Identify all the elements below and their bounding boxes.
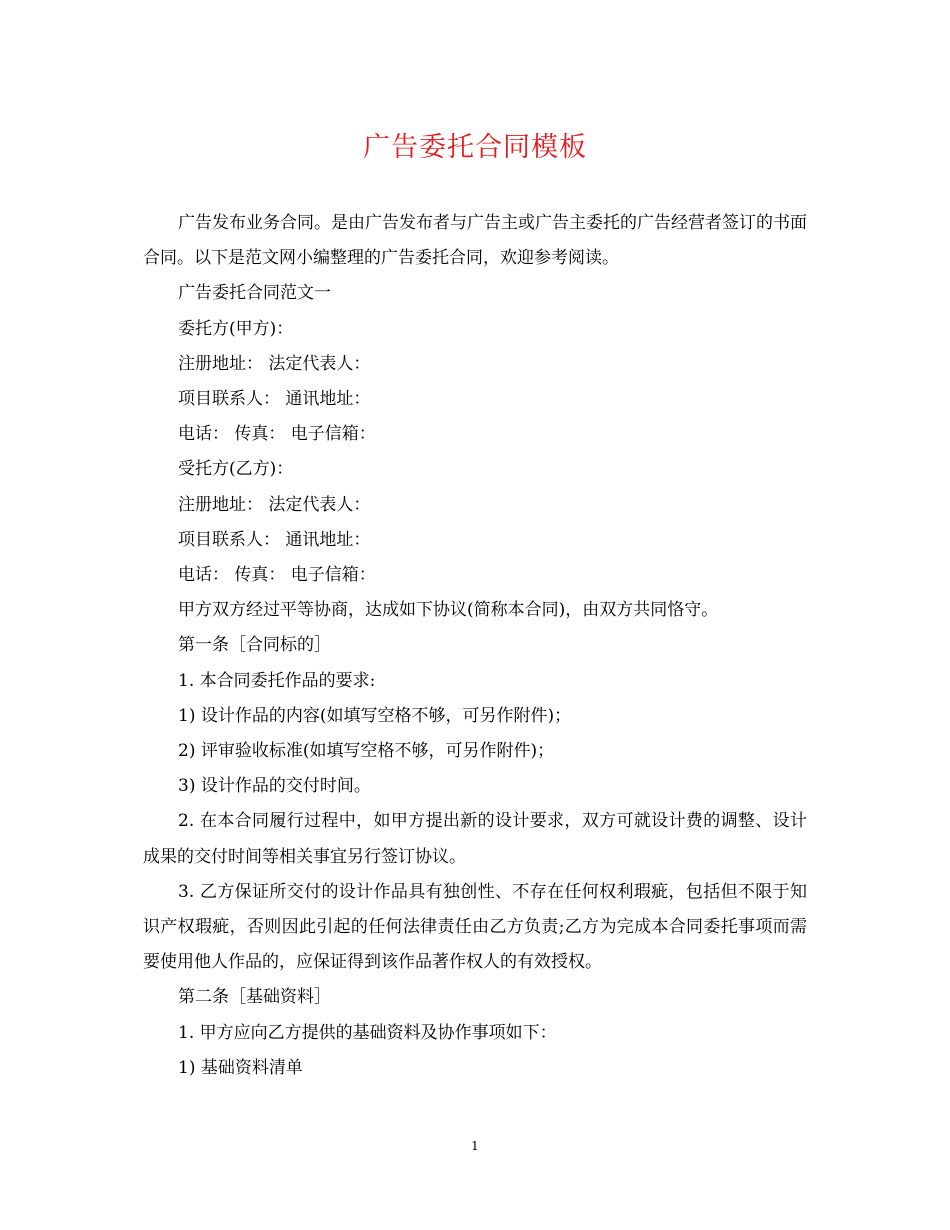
paragraph-intro: 广告发布业务合同。是由广告发布者与广告主或广告主委托的广告经营者签订的书面合同。以下是范文网小编整理的广告委托合同，欢迎参考阅读。 — [143, 213, 807, 269]
paragraph-party-b-contact: 项目联系人： 通讯地址： — [178, 529, 371, 550]
paragraph-item-2: 2) 评审验收标准(如填写空格不够，可另作附件)； — [178, 741, 555, 762]
paragraph-agreement: 甲方双方经过平等协商，达成如下协议(简称本合同)，由双方共同恪守。 — [178, 600, 719, 621]
paragraph-item-1: 1) 设计作品的内容(如填写空格不够，可另作附件)； — [178, 705, 572, 726]
paragraph-party-b-phone: 电话： 传真： 电子信箱： — [178, 565, 376, 586]
paragraph-item-3: 3) 设计作品的交付时间。 — [178, 776, 371, 797]
paragraph-article-2: 第二条［基础资料］ — [178, 987, 331, 1008]
paragraph-party-b-address: 注册地址： 法定代表人： — [178, 494, 371, 515]
paragraph-clause-1-3: 3. 乙方保证所交付的设计作品具有独创性、不存在任何权利瑕疵，包括但不限于知识产权瑕疵，否则因此引起的任何法律责任由乙方负责;乙方为完成本合同委托事项而需要使用他人作品的，应保证得到该作品著作权人的有效授权。 — [143, 881, 807, 973]
paragraph-party-a-contact: 项目联系人： 通讯地址： — [178, 389, 371, 410]
paragraph-clause-1-1: 1. 本合同委托作品的要求: — [178, 670, 376, 691]
paragraph-clause-1-2: 2. 在本合同履行过程中，如甲方提出新的设计要求，双方可就设计费的调整、设计成果的交付时间等相关事宜另行签订协议。 — [143, 811, 807, 867]
document-title: 广告委托合同模板 — [363, 132, 587, 163]
paragraph-party-a-phone: 电话： 传真： 电子信箱： — [178, 424, 376, 445]
page-number: 1 — [471, 1139, 479, 1153]
paragraph-party-a-address: 注册地址： 法定代表人： — [178, 353, 371, 374]
paragraph-sample-heading: 广告委托合同范文一 — [178, 283, 331, 304]
paragraph-basic-materials: 1) 基础资料清单 — [178, 1057, 303, 1078]
paragraph-party-b: 受托方(乙方)： — [178, 459, 294, 480]
paragraph-article-1: 第一条［合同标的］ — [178, 635, 331, 656]
paragraph-clause-2-1: 1. 甲方应向乙方提供的基础资料及协作事项如下： — [178, 1022, 557, 1043]
paragraph-party-a: 委托方(甲方)： — [178, 318, 294, 339]
document-body — [143, 206, 807, 1086]
